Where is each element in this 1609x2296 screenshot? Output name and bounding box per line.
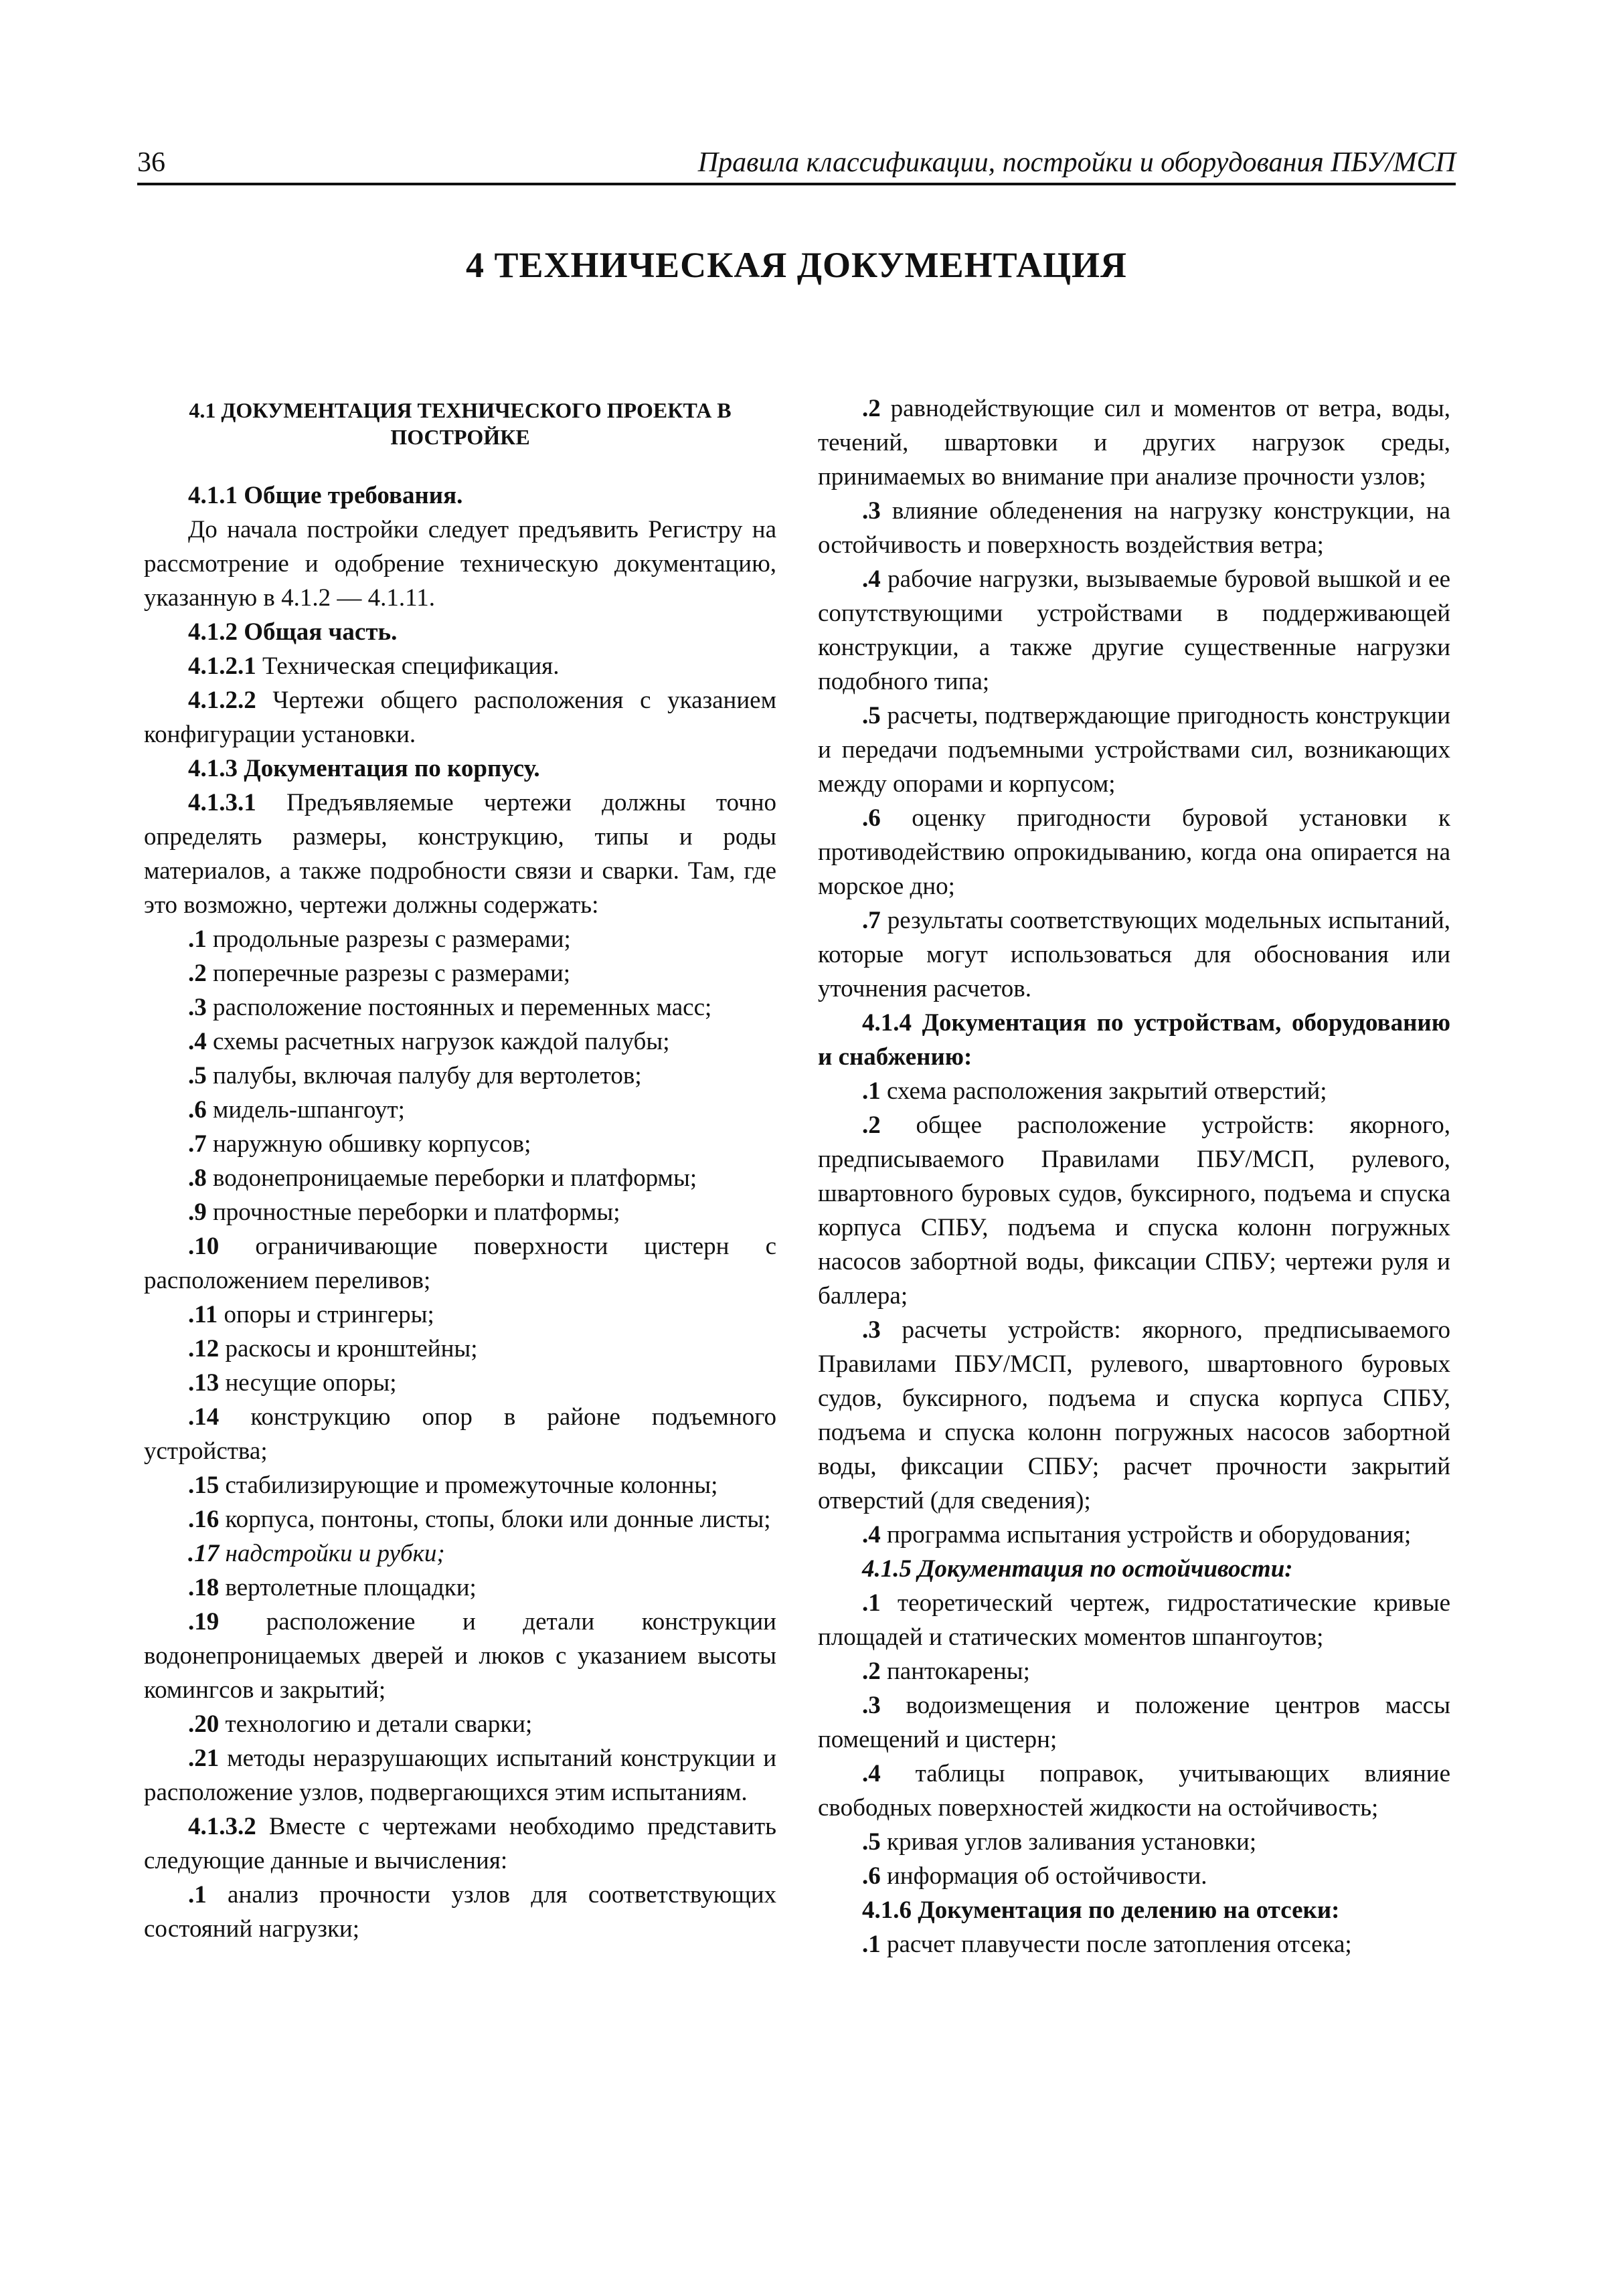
list-item: .1 анализ прочности узлов для соответствующих состояний нагрузки; (144, 1881, 777, 1943)
list-item: .1 схема расположения закрытий отверстий; (862, 1077, 1327, 1105)
list-item: .18 вертолетные площадки; (188, 1574, 477, 1601)
paragraph: 4.1.3.2 Вместе с чертежами необходимо представить следующие данные и вычисления: (144, 1813, 777, 1874)
list-item: .16 корпуса, понтоны, стопы, блоки или донные листы; (188, 1506, 771, 1533)
list-item: .7 результаты соответствующих модельных испытаний, которые могут использоваться для обоснования или уточнения расчетов. (818, 907, 1450, 1002)
heading-4-1-2: 4.1.2 Общая часть. (188, 618, 398, 646)
list-item: .4 схемы расчетных нагрузок каждой палубы; (188, 1028, 670, 1055)
paragraph: До начала постройки следует предъявить Регистру на рассмотрение и одобрение техническую документацию, указанную в 4.1.2 — 4.1.11. (144, 516, 776, 612)
list-item: .13 несущие опоры; (188, 1369, 397, 1397)
list-item: .11 опоры и стрингеры; (188, 1301, 434, 1328)
list-item: .1 теоретический чертеж, гидростатические кривые площадей и статических моментов шпангоутов; (818, 1589, 1450, 1651)
list-item: .3 водоизмещения и положение центров массы помещений и цистерн; (818, 1692, 1450, 1753)
page-number: 36 (137, 147, 165, 178)
list-item: .3 влияние обледенения на нагрузку конструкции, на остойчивость и поверхность воздействия ветра; (818, 497, 1450, 559)
list-item: .1 расчет плавучести после затопления отсека; (862, 1931, 1352, 1958)
running-title: Правила классификации, постройки и оборудования ПБУ/МСП (697, 147, 1456, 178)
list-item: .1 продольные разрезы с размерами; (188, 925, 571, 953)
chapter-title: 4 ТЕХНИЧЕСКАЯ ДОКУМЕНТАЦИЯ (465, 245, 1127, 285)
paragraph: 4.1.3.1 Предъявляемые чертежи должны точно определять размеры, конструкцию, типы и роды материалов, а также подробности связи и сварки. Там, где это возможно, чертежи должны содержать: (144, 789, 776, 919)
list-item: .3 расчеты устройств: якорного, предписываемого Правилами ПБУ/МСП, рулевого, швартовного буровых судов, буксирного, подъема и спуска корпуса СПБУ, подъема и спуска колонн погружных насосов забортной воды, фиксации СПБУ; расчет прочности закрытий отверстий (для сведения); (818, 1316, 1450, 1514)
heading-4-1-1: 4.1.1 Общие требования. (188, 482, 463, 509)
list-item: .2 пантокарены; (862, 1658, 1030, 1685)
list-item: .6 информация об остойчивости. (862, 1862, 1207, 1890)
list-item: .4 программа испытания устройств и оборудования; (862, 1521, 1412, 1549)
list-item: .5 кривая углов заливания установки; (862, 1828, 1257, 1856)
paragraph: 4.1.2.2 Чертежи общего расположения с указанием конфигурации установки. (144, 687, 776, 748)
list-item: .9 прочностные переборки и платформы; (188, 1199, 620, 1226)
paragraph: 4.1.2.1 Техническая спецификация. (188, 652, 560, 680)
list-item: .15 стабилизирующие и промежуточные колонны; (188, 1472, 718, 1499)
list-item: .2 общее расположение устройств: якорного, предписываемого Правилами ПБУ/МСП, рулевого, швартовного буровых судов, буксирного, подъема и спуска корпуса СПБУ, подъема и спуска колонн погружных насосов забортной воды, фиксации СПБУ; чертежи руля и баллера; (818, 1112, 1450, 1310)
list-item: .2 равнодействующие сил и моментов от ветра, воды, течений, швартовки и других нагрузок среды, принимаемых во внимание при анализе прочности узлов; (818, 395, 1450, 491)
heading-4-1-3: 4.1.3 Документация по корпусу. (188, 755, 540, 782)
list-item: .6 мидель-шпангоут; (188, 1096, 405, 1124)
left-column (144, 391, 776, 1946)
list-item: .12 раскосы и кронштейны; (188, 1335, 478, 1362)
list-item: .2 поперечные разрезы с размерами; (188, 960, 571, 987)
list-item: .7 наружную обшивку корпусов; (188, 1130, 531, 1158)
list-item: .14 конструкцию опор в районе подъемного устройства; (144, 1403, 776, 1465)
list-item: .5 расчеты, подтверждающие пригодность конструкции и передачи подъемными устройствами сил, возникающих между опорами и корпусом; (818, 702, 1450, 798)
section-title: 4.1 ДОКУМЕНТАЦИЯ ТЕХНИЧЕСКОГО ПРОЕКТА В ПОСТРОЙКЕ (189, 398, 732, 449)
page-header (137, 144, 1456, 185)
list-item: .3 расположение постоянных и переменных масс; (188, 994, 712, 1021)
list-item: .21 методы неразрушающих испытаний конструкции и расположение узлов, подвергающихся этим испытаниям. (144, 1745, 777, 1806)
list-item: .4 таблицы поправок, учитывающих влияние свободных поверхностей жидкости на остойчивость; (818, 1760, 1451, 1822)
list-item: .20 технологию и детали сварки; (188, 1710, 533, 1738)
heading-4-1-4: 4.1.4 Документация по устройствам, оборудованию и снабжению: (818, 1009, 1450, 1071)
heading-4-1-6: 4.1.6 Документация по делению на отсеки: (862, 1896, 1340, 1924)
list-item: .17 надстройки и рубки; (188, 1540, 445, 1567)
heading-4-1-5: 4.1.5 Документация по остойчивости: (862, 1555, 1293, 1583)
right-column (818, 391, 1450, 1961)
list-item: .19 расположение и детали конструкции водонепроницаемых дверей и люков с указанием высоты комингсов и закрытий; (144, 1608, 776, 1704)
list-item: .4 рабочие нагрузки, вызываемые буровой вышкой и ее сопутствующими устройствами в поддерживающей конструкции, а также другие существенные нагрузки подобного типа; (818, 565, 1450, 695)
list-item: .10 ограничивающие поверхности цистерн с расположением переливов; (144, 1233, 776, 1294)
list-item: .5 палубы, включая палубу для вертолетов; (188, 1062, 642, 1089)
list-item: .8 водонепроницаемые переборки и платформы; (188, 1164, 697, 1192)
list-item: .6 оценку пригодности буровой установки к противодействию опрокидыванию, когда она опирается на морское дно; (818, 804, 1450, 900)
